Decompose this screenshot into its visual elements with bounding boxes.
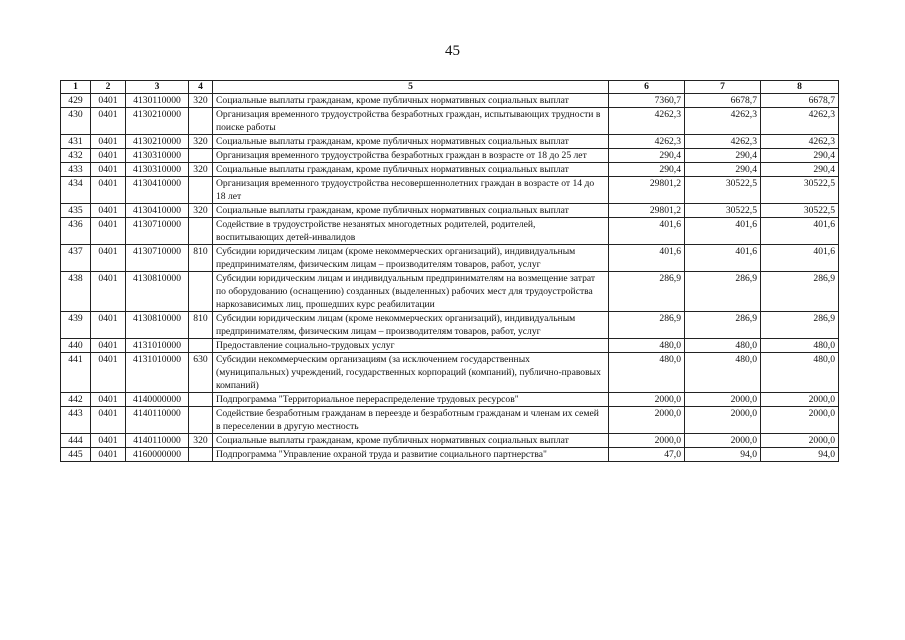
amount-col-6: 2000,0 — [609, 434, 685, 448]
amount-col-7: 30522,5 — [685, 177, 761, 204]
expense-type-code: 320 — [189, 434, 213, 448]
expense-type-code — [189, 149, 213, 163]
table-row — [61, 339, 839, 353]
section-code: 0401 — [91, 177, 126, 204]
amount-col-8: 290,4 — [761, 149, 839, 163]
expense-type-code — [189, 393, 213, 407]
expense-type-code — [189, 339, 213, 353]
amount-col-7: 401,6 — [685, 245, 761, 272]
row-description: Социальные выплаты гражданам, кроме публичных нормативных социальных выплат — [213, 434, 609, 448]
amount-col-6: 480,0 — [609, 339, 685, 353]
amount-col-7: 2000,0 — [685, 434, 761, 448]
section-code: 0401 — [91, 353, 126, 393]
table-row — [61, 94, 839, 108]
amount-col-7: 2000,0 — [685, 393, 761, 407]
section-code: 0401 — [91, 339, 126, 353]
row-number: 431 — [61, 135, 91, 149]
table-row — [61, 149, 839, 163]
amount-col-6: 4262,3 — [609, 108, 685, 135]
amount-col-7: 286,9 — [685, 312, 761, 339]
row-description: Социальные выплаты гражданам, кроме публичных нормативных социальных выплат — [213, 94, 609, 108]
amount-col-7: 290,4 — [685, 163, 761, 177]
amount-col-6: 290,4 — [609, 163, 685, 177]
row-number: 438 — [61, 272, 91, 312]
row-description: Предоставление социально-трудовых услуг — [213, 339, 609, 353]
amount-col-6: 2000,0 — [609, 407, 685, 434]
row-number: 443 — [61, 407, 91, 434]
expense-type-code — [189, 407, 213, 434]
amount-col-6: 2000,0 — [609, 393, 685, 407]
expense-type-code — [189, 218, 213, 245]
row-number: 435 — [61, 204, 91, 218]
amount-col-7: 30522,5 — [685, 204, 761, 218]
target-article-code: 4130210000 — [126, 108, 189, 135]
target-article-code: 4130310000 — [126, 163, 189, 177]
target-article-code: 4130810000 — [126, 272, 189, 312]
row-number: 429 — [61, 94, 91, 108]
target-article-code: 4160000000 — [126, 448, 189, 462]
row-description: Содействие безработным гражданам в переезде и безработным гражданам и членам их семей в переселении в другую местность — [213, 407, 609, 434]
column-header: 2 — [91, 81, 126, 94]
row-number: 442 — [61, 393, 91, 407]
table-row — [61, 108, 839, 135]
table-body — [61, 94, 839, 462]
target-article-code: 4130210000 — [126, 135, 189, 149]
row-description: Субсидии юридическим лицам (кроме некоммерческих организаций), индивидуальным предпринимателям, физическим лицам – производителям товаров, работ, услуг — [213, 312, 609, 339]
amount-col-6: 286,9 — [609, 312, 685, 339]
amount-col-8: 4262,3 — [761, 135, 839, 149]
row-description: Организация временного трудоустройства безработных граждан, испытывающих трудности в поиске работы — [213, 108, 609, 135]
target-article-code: 4140110000 — [126, 434, 189, 448]
amount-col-8: 401,6 — [761, 218, 839, 245]
column-header: 1 — [61, 81, 91, 94]
expense-type-code: 320 — [189, 204, 213, 218]
amount-col-6: 401,6 — [609, 218, 685, 245]
amount-col-7: 4262,3 — [685, 108, 761, 135]
row-number: 444 — [61, 434, 91, 448]
column-header: 4 — [189, 81, 213, 94]
table-row — [61, 312, 839, 339]
row-description: Субсидии юридическим лицам (кроме некоммерческих организаций), индивидуальным предпринимателям, физическим лицам – производителям товаров, работ, услуг — [213, 245, 609, 272]
section-code: 0401 — [91, 434, 126, 448]
amount-col-8: 6678,7 — [761, 94, 839, 108]
table-row — [61, 448, 839, 462]
table-row — [61, 204, 839, 218]
amount-col-7: 480,0 — [685, 339, 761, 353]
target-article-code: 4130410000 — [126, 177, 189, 204]
expense-type-code: 320 — [189, 163, 213, 177]
section-code: 0401 — [91, 218, 126, 245]
target-article-code: 4131010000 — [126, 339, 189, 353]
target-article-code: 4130110000 — [126, 94, 189, 108]
row-description: Подпрограмма "Управление охраной труда и развитие социального партнерства" — [213, 448, 609, 462]
row-description: Организация временного трудоустройства безработных граждан в возрасте от 18 до 25 лет — [213, 149, 609, 163]
row-description: Социальные выплаты гражданам, кроме публичных нормативных социальных выплат — [213, 163, 609, 177]
column-header: 5 — [213, 81, 609, 94]
table-row — [61, 163, 839, 177]
amount-col-8: 30522,5 — [761, 177, 839, 204]
amount-col-8: 94,0 — [761, 448, 839, 462]
amount-col-7: 290,4 — [685, 149, 761, 163]
amount-col-8: 2000,0 — [761, 434, 839, 448]
section-code: 0401 — [91, 393, 126, 407]
table-row — [61, 177, 839, 204]
row-number: 439 — [61, 312, 91, 339]
amount-col-8: 2000,0 — [761, 407, 839, 434]
row-description: Содействие в трудоустройстве незанятых многодетных родителей, родителей, воспитывающих детей-инвалидов — [213, 218, 609, 245]
table-row — [61, 434, 839, 448]
amount-col-8: 480,0 — [761, 339, 839, 353]
expense-type-code: 320 — [189, 94, 213, 108]
row-number: 441 — [61, 353, 91, 393]
amount-col-7: 94,0 — [685, 448, 761, 462]
section-code: 0401 — [91, 163, 126, 177]
amount-col-8: 480,0 — [761, 353, 839, 393]
row-description: Социальные выплаты гражданам, кроме публичных нормативных социальных выплат — [213, 204, 609, 218]
table-row — [61, 245, 839, 272]
table-row — [61, 272, 839, 312]
header-row — [61, 81, 839, 94]
row-number: 432 — [61, 149, 91, 163]
target-article-code: 4130710000 — [126, 218, 189, 245]
row-number: 434 — [61, 177, 91, 204]
section-code: 0401 — [91, 204, 126, 218]
page-number: 45 — [445, 43, 460, 59]
expense-type-code — [189, 108, 213, 135]
row-description: Субсидии некоммерческим организациям (за исключением государственных (муниципальных) учреждений, государственных корпораций (компаний), публично-правовых компаний) — [213, 353, 609, 393]
row-description: Субсидии юридическим лицам и индивидуальным предпринимателям на возмещение затрат по оборудованию (оснащению) созданных (выделенных) рабочих мест для трудоустройства наркозависимых лиц, прошедших курс реабилитации — [213, 272, 609, 312]
section-code: 0401 — [91, 94, 126, 108]
row-description: Подпрограмма "Территориальное перераспределение трудовых ресурсов" — [213, 393, 609, 407]
table-row — [61, 393, 839, 407]
amount-col-6: 286,9 — [609, 272, 685, 312]
column-header: 8 — [761, 81, 839, 94]
amount-col-8: 286,9 — [761, 272, 839, 312]
amount-col-6: 47,0 — [609, 448, 685, 462]
amount-col-8: 401,6 — [761, 245, 839, 272]
amount-col-6: 29801,2 — [609, 204, 685, 218]
amount-col-8: 286,9 — [761, 312, 839, 339]
section-code: 0401 — [91, 108, 126, 135]
amount-col-8: 4262,3 — [761, 108, 839, 135]
expense-type-code: 810 — [189, 312, 213, 339]
target-article-code: 4130310000 — [126, 149, 189, 163]
row-description: Организация временного трудоустройства несовершеннолетних граждан в возрасте от 14 до 18 лет — [213, 177, 609, 204]
target-article-code: 4131010000 — [126, 353, 189, 393]
section-code: 0401 — [91, 272, 126, 312]
target-article-code: 4130810000 — [126, 312, 189, 339]
amount-col-7: 4262,3 — [685, 135, 761, 149]
row-number: 436 — [61, 218, 91, 245]
row-number: 440 — [61, 339, 91, 353]
target-article-code: 4140000000 — [126, 393, 189, 407]
section-code: 0401 — [91, 149, 126, 163]
amount-col-6: 7360,7 — [609, 94, 685, 108]
section-code: 0401 — [91, 448, 126, 462]
expense-type-code — [189, 272, 213, 312]
row-number: 430 — [61, 108, 91, 135]
table-row — [61, 218, 839, 245]
row-number: 433 — [61, 163, 91, 177]
amount-col-6: 480,0 — [609, 353, 685, 393]
amount-col-7: 2000,0 — [685, 407, 761, 434]
section-code: 0401 — [91, 245, 126, 272]
amount-col-6: 4262,3 — [609, 135, 685, 149]
column-header: 7 — [685, 81, 761, 94]
expense-type-code: 630 — [189, 353, 213, 393]
amount-col-8: 290,4 — [761, 163, 839, 177]
amount-col-7: 6678,7 — [685, 94, 761, 108]
target-article-code: 4130710000 — [126, 245, 189, 272]
amount-col-6: 290,4 — [609, 149, 685, 163]
section-code: 0401 — [91, 135, 126, 149]
amount-col-8: 30522,5 — [761, 204, 839, 218]
section-code: 0401 — [91, 312, 126, 339]
table-row — [61, 135, 839, 149]
target-article-code: 4130410000 — [126, 204, 189, 218]
row-number: 445 — [61, 448, 91, 462]
expense-type-code — [189, 448, 213, 462]
section-code: 0401 — [91, 407, 126, 434]
column-header: 6 — [609, 81, 685, 94]
amount-col-7: 286,9 — [685, 272, 761, 312]
target-article-code: 4140110000 — [126, 407, 189, 434]
expense-type-code: 320 — [189, 135, 213, 149]
table-row — [61, 407, 839, 434]
amount-col-8: 2000,0 — [761, 393, 839, 407]
column-header: 3 — [126, 81, 189, 94]
expense-type-code: 810 — [189, 245, 213, 272]
amount-col-6: 29801,2 — [609, 177, 685, 204]
amount-col-7: 480,0 — [685, 353, 761, 393]
amount-col-7: 401,6 — [685, 218, 761, 245]
table-row — [61, 353, 839, 393]
row-description: Социальные выплаты гражданам, кроме публичных нормативных социальных выплат — [213, 135, 609, 149]
amount-col-6: 401,6 — [609, 245, 685, 272]
budget-table — [60, 80, 839, 462]
expense-type-code — [189, 177, 213, 204]
row-number: 437 — [61, 245, 91, 272]
